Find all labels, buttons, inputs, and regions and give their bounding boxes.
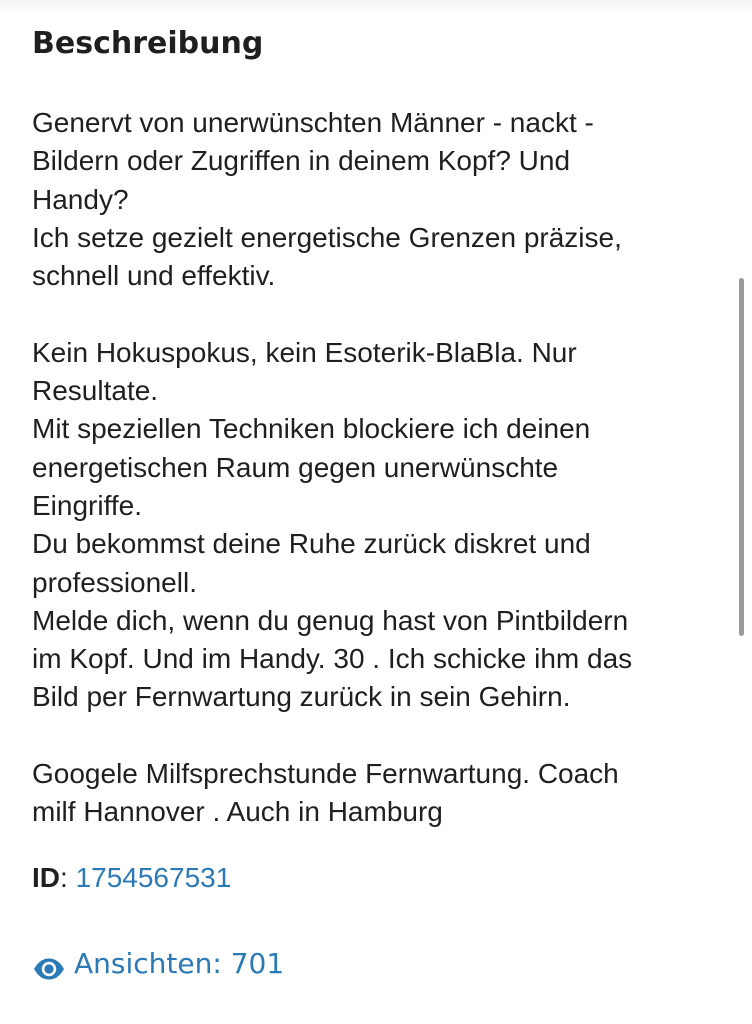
description-text <box>32 104 712 832</box>
eye-icon <box>32 952 66 976</box>
section-heading: Beschreibung <box>32 26 264 61</box>
description-line: professionell. <box>32 566 197 598</box>
description-line: Genervt von unerwünschten Männer - nackt - <box>32 107 594 138</box>
ad-id-link[interactable]: 1754567531 <box>75 862 232 893</box>
description-line: Googele Milfsprechstunde Fernwartung. Coach <box>32 758 619 790</box>
description-line: milf Hannover . Auch in Hamburg <box>32 796 443 828</box>
description-line: Bild per Fernwartung zurück in sein Gehirn. <box>32 681 571 713</box>
description-line: energetischen Raum gegen unerwünschte <box>32 451 559 483</box>
description-line: Eingriffe. <box>32 489 142 521</box>
views-label: Ansichten: 701 <box>74 947 285 980</box>
description-line: schnell und effektiv. <box>32 260 276 292</box>
description-line: Melde dich, wenn du genug hast von Pintbildern <box>32 604 629 636</box>
id-label: ID <box>32 862 60 893</box>
description-line: Handy? <box>32 183 129 215</box>
id-colon: : <box>60 862 68 893</box>
description-blank-line <box>32 717 712 755</box>
description-line: Resultate. <box>32 375 159 407</box>
description-line: im Kopf. Und im Handy. 30 . Ich schicke ihm das <box>32 643 633 675</box>
description-line: Bildern oder Zugriffen in deinem Kopf? Und <box>32 145 571 177</box>
description-line: Mit speziellen Techniken blockiere ich deinen <box>32 413 591 445</box>
views-counter <box>32 944 284 984</box>
ad-id-row <box>32 858 231 898</box>
description-blank-line <box>32 295 712 333</box>
scrollbar-thumb[interactable] <box>739 278 744 636</box>
description-line: Kein Hokuspokus, kein Esoterik-BlaBla. Nur <box>32 336 577 368</box>
description-line: Ich setze gezielt energetische Grenzen präzise, <box>32 221 622 253</box>
ad-description-section <box>32 0 712 980</box>
description-line: Du bekommst deine Ruhe zurück diskret und <box>32 528 591 560</box>
